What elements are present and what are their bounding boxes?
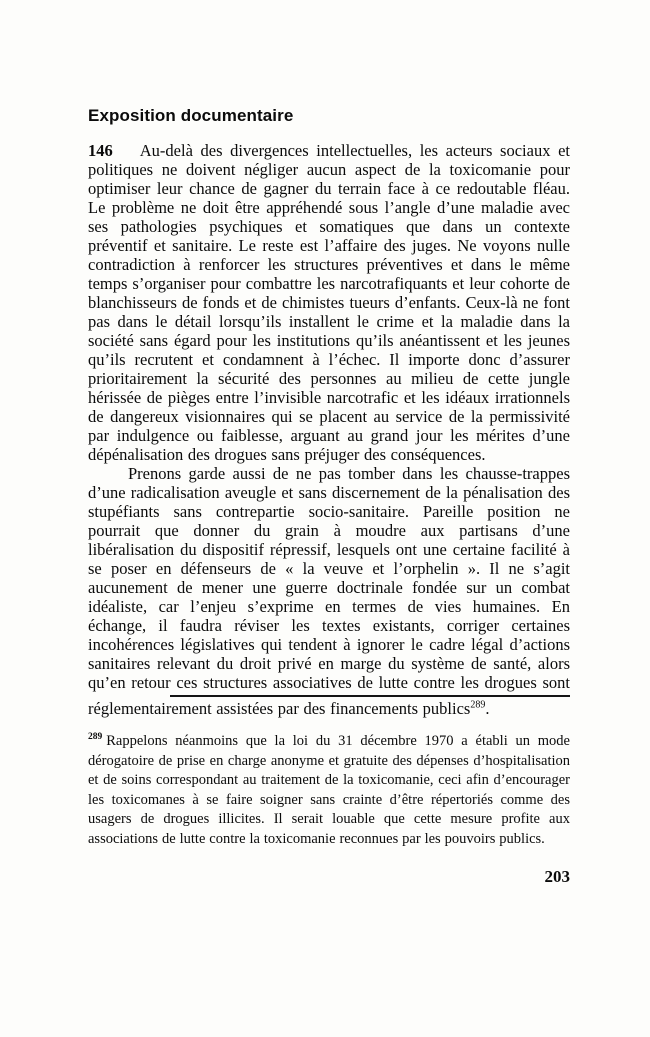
footnote-text: Rappelons néanmoins que la loi du 31 décembre 1970 a établi un mode dérogatoire de prise en charge anonyme et gratuite des dépenses d’hospitalisation et de soins correspondant au traitement de la toxicomanie, ceci afin d’encourager les toxicomanes à se faire soigner sans crainte d’être répertoriés comme des usagers de drogues illicites. Il serait louable que cette mesure profite aux associations de lutte contre la toxicomanie reconnues par les pouvoirs publics. bbox=[88, 733, 570, 847]
footnote-separator-rule bbox=[170, 695, 570, 697]
paragraph-continuation-last-line bbox=[88, 699, 570, 718]
paragraph-continuation: Prenons garde aussi de ne pas tomber dans les chausse-trappes d’une radicalisation aveugle et sans discernement de la pénalisation des stupéfiants sans contrepartie socio-sanitaire. Pareille position ne pourrait que donner du grain à moudre aux partisans d’une libéralisation du dispositif répressif, lesquels ont une certaine facilité à se poser en défenseurs de « la veuve et l’orphelin ». Il ne s’agit aucunement de mener une guerre doctrinale fondée sur un combat idéaliste, car l’enjeu s’exprime en termes de vies humaines. En échange, il faudra réviser les textes existants, corriger certaines incohérences législatives qui tendent à ignorer le cadre légal d’actions sanitaires relevant du droit privé en marge du système de santé, alors qu’en retour ces structures associatives de lutte contre les drogues sont bbox=[88, 464, 570, 692]
page-number: 203 bbox=[544, 867, 570, 886]
footnote-marker-289: 289 bbox=[88, 732, 103, 743]
paragraph-146-text: Au-delà des divergences intellectuelles, les acteurs sociaux et politiques ne doivent négliger aucun aspect de la toxicomanie pour optimiser leur chance de gagner du terrain face à ce redoutable fléau. Le problème ne doit être appréhendé sous l’angle d’une maladie avec ses pathologies psychiques et somatiques que dans un contexte préventif et sanitaire. Le reste est l’affaire des juges. Ne voyons nulle contradiction à renforcer les structures préventives et dans le même temps s’organiser pour combattre les narcotrafiquants et leur cohorte de blanchisseurs de fonds et de chimistes tueurs d’enfants. Ceux-là ne font pas dans le détail lorsqu’ils installent le crime et la maladie dans la société sans égard pour les institutions qu’ils anéantissent et les jeunes qu’ils recrutent et condamnent à l’échec. Il importe donc d’assurer prioritairement la sécurité des personnes au milieu de cette jungle hérissée de pièges entre l’invisible narcotrafic et les idéaux irrationnels de dangereux visionnaires qui se placent au service de la permissivité par indulgence ou faiblesse, arguant au grand jour les mérites d’une dépénalisation des drogues sans préjuger des conséquences. bbox=[88, 141, 570, 464]
footnote-reference-289: 289 bbox=[470, 699, 486, 711]
section-heading: Exposition documentaire bbox=[88, 106, 294, 125]
paragraph-number: 146 bbox=[88, 141, 113, 160]
terminal-punctuation: . bbox=[485, 699, 490, 718]
paragraph-146 bbox=[88, 141, 570, 464]
footnote-289 bbox=[88, 732, 570, 849]
paragraph-continuation-text-end: réglementairement assistées par des financements publics bbox=[88, 699, 471, 718]
